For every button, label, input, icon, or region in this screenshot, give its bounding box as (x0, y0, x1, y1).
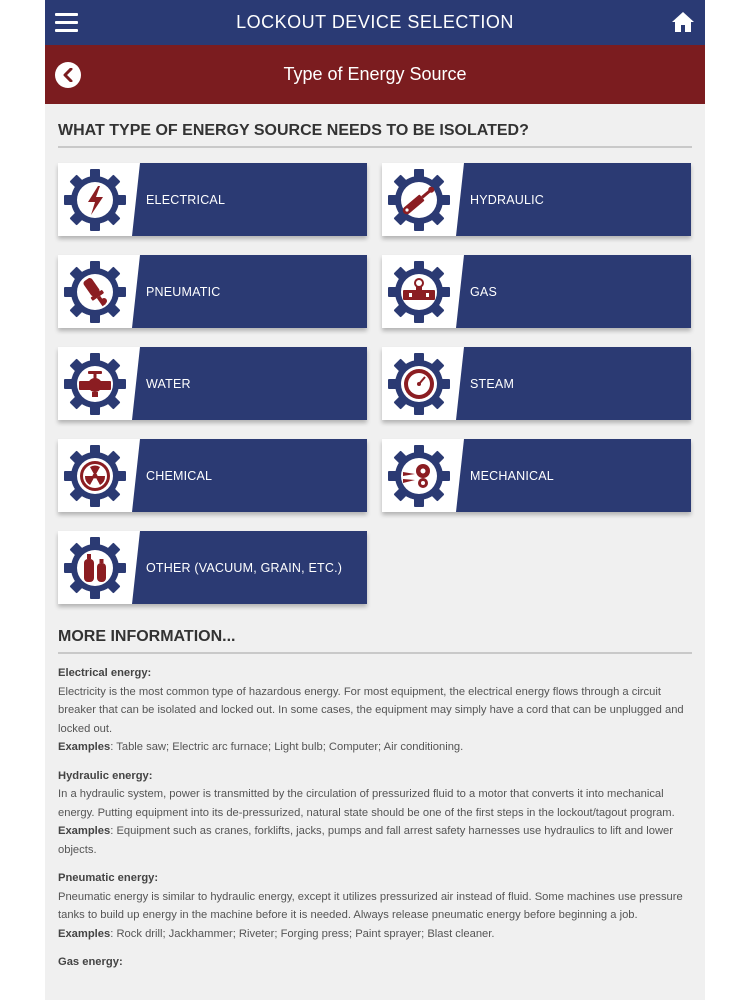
app-title: LOCKOUT DEVICE SELECTION (236, 12, 514, 32)
more-info-heading: MORE INFORMATION... (58, 628, 692, 654)
info-entry-title: Pneumatic energy: (58, 872, 159, 884)
source-card-water[interactable] (58, 347, 367, 420)
source-label: WATER (146, 376, 191, 391)
info-entry-gas (58, 953, 692, 972)
sub-header-bar (45, 45, 705, 104)
pneumatic-tool-icon (58, 255, 132, 328)
info-entry-examples: Examples: Table saw; Electric arc furnace; Light bulb; Computer; Air conditioning. (58, 741, 464, 753)
gas-valve-icon (382, 255, 456, 328)
info-entry-electrical (58, 664, 692, 757)
hydraulic-cylinder-icon (382, 163, 456, 236)
source-card-chemical[interactable] (58, 439, 367, 512)
app-screen (45, 0, 705, 1000)
source-card-pneumatic[interactable] (58, 255, 367, 328)
info-entry-title: Electrical energy: (58, 667, 152, 679)
source-card-gas[interactable] (382, 255, 691, 328)
info-entry-text: Pneumatic energy is similar to hydraulic energy, except it utilizes pressurized air instead of fluid. Some machines use pressure tanks to build up energy in the machine before it is needed. Always release pneumatic energy before beginning a job. (58, 890, 683, 921)
info-entry-examples: Examples: Rock drill; Jackhammer; Riveter; Forging press; Paint sprayer; Blast cleaner. (58, 927, 495, 940)
source-card-other[interactable] (58, 531, 367, 604)
source-label: GAS (470, 284, 497, 299)
source-label: OTHER (VACUUM, GRAIN, ETC.) (146, 560, 343, 575)
page-title: Type of Energy Source (283, 64, 467, 84)
info-entry-examples: Examples: Equipment such as cranes, forklifts, jacks, pumps and fall arrest safety harnesses use hydraulics to lift and lower objects. (58, 825, 673, 856)
info-entry-text: Electricity is the most common type of hazardous energy. For most equipment, the electrical energy flows through a circuit breaker that can be isolated and locked out. In some cases, the equipment may simply have a cord that can be unplugged and locked out. (58, 685, 684, 735)
source-card-mechanical[interactable] (382, 439, 691, 512)
back-button[interactable] (55, 62, 81, 88)
question-heading: WHAT TYPE OF ENERGY SOURCE NEEDS TO BE ISOLATED? (58, 122, 692, 148)
source-card-electrical[interactable] (58, 163, 367, 236)
source-card-steam[interactable] (382, 347, 691, 420)
hamburger-menu-icon[interactable] (55, 13, 78, 32)
info-entry-pneumatic (58, 869, 692, 943)
energy-source-grid (45, 148, 705, 618)
source-label: PNEUMATIC (146, 284, 221, 299)
source-label: MECHANICAL (470, 468, 554, 483)
info-entry-hydraulic (58, 767, 692, 860)
source-card-hydraulic[interactable] (382, 163, 691, 236)
more-info-section (45, 664, 705, 972)
source-label: CHEMICAL (146, 468, 213, 483)
lightning-bolt-icon (58, 163, 132, 236)
water-valve-icon (58, 347, 132, 420)
pressure-gauge-icon (382, 347, 456, 420)
home-icon[interactable] (671, 11, 695, 33)
source-label: HYDRAULIC (470, 192, 545, 207)
source-label: ELECTRICAL (146, 192, 226, 207)
top-bar (45, 0, 705, 45)
chevron-left-icon (62, 68, 74, 82)
radiation-icon (58, 439, 132, 512)
info-entry-title: Hydraulic energy: (58, 769, 153, 782)
gas-cylinder-icon (58, 531, 132, 604)
info-entry-title: Gas energy: (58, 956, 123, 968)
source-label: STEAM (470, 376, 515, 391)
info-entry-text: In a hydraulic system, power is transmitted by the circulation of pressurized fluid to a motor that converts it into mechanical energy. Putting equipment into its de-pressurized, natural state should be one of the first steps in the lockout/tagout program. (58, 788, 675, 819)
gears-icon (382, 439, 456, 512)
